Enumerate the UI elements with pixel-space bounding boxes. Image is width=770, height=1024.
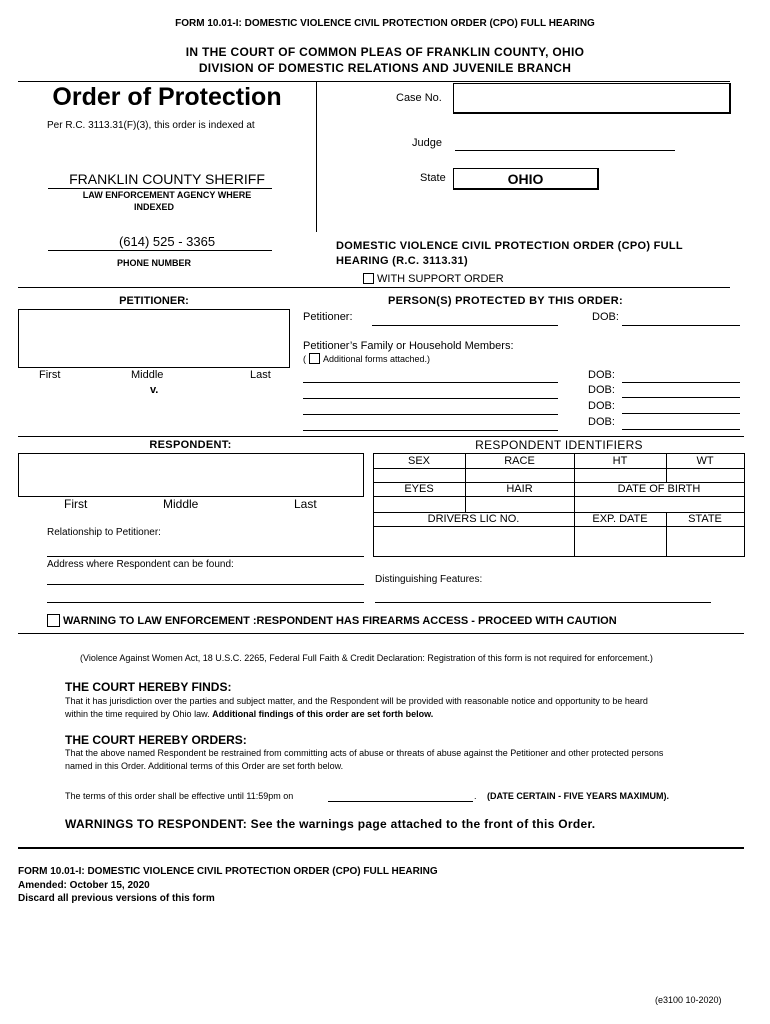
protected-petitioner-label: Petitioner: (303, 311, 353, 323)
additional-open: ( (303, 354, 306, 364)
section-rule (18, 287, 730, 288)
address-label: Address where Respondent can be found: (47, 559, 234, 570)
versus-label: v. (150, 384, 159, 396)
address-field-1[interactable] (47, 584, 364, 585)
distinguishing-label: Distinguishing Features: (375, 574, 483, 585)
finds-text: That it has jurisdiction over the parties and subject matter, and the Respondent will be provided with reasonable notice and opportunity to be heard (65, 696, 648, 706)
form-title: FORM 10.01-I: DOMESTIC VIOLENCE CIVIL PROTECTION ORDER (CPO) FULL HEARING (175, 18, 595, 29)
footer-code: (e3100 10-2020) (655, 995, 722, 1005)
order-type-2: HEARING (R.C. 3113.31) (336, 255, 468, 267)
petitioner-name-field[interactable] (18, 309, 290, 368)
family-member-field-4[interactable] (303, 430, 558, 431)
terms-dot: . (474, 791, 477, 801)
agency-label-2: INDEXED (133, 202, 174, 212)
family-member-field-2[interactable] (303, 398, 558, 399)
family-member-field-3[interactable] (303, 414, 558, 415)
relationship-field[interactable] (47, 556, 364, 557)
id-state-label: STATE (688, 513, 722, 525)
footer-form-title: FORM 10.01-I: DOMESTIC VIOLENCE CIVIL PROTECTION ORDER (CPO) FULL HEARING (18, 866, 438, 877)
id-sex-label: SEX (407, 455, 430, 467)
court-name: IN THE COURT OF COMMON PLEAS OF FRANKLIN COUNTY, OHIO (185, 45, 585, 59)
header-rule (18, 81, 730, 82)
finds-text-2b: Additional findings of this order are set forth below. (212, 709, 434, 719)
petitioner-last-label: Last (250, 369, 271, 381)
firearms-checkbox[interactable] (47, 614, 60, 627)
index-note: Per R.C. 3113.31(F)(3), this order is indexed at (47, 120, 255, 131)
orders-heading: THE COURT HEREBY ORDERS: (65, 733, 247, 747)
orders-text: That the above named Respondent be restrained from committing acts of abuse or threats of abuse against the Petitioner and other protected persons (65, 748, 664, 758)
footer-rule (18, 847, 744, 849)
protected-dob-label: DOB: (592, 311, 619, 323)
id-ht-label: HT (612, 455, 628, 467)
support-order-label: WITH SUPPORT ORDER (377, 273, 504, 285)
family-dob-label-4: DOB: (588, 416, 615, 428)
state-field[interactable]: OHIO (453, 168, 599, 190)
id-wt-label: WT (696, 455, 714, 467)
id-license-label: DRIVERS LIC NO. (427, 513, 520, 525)
family-dob-label-1: DOB: (588, 369, 615, 381)
address-field-2[interactable] (47, 602, 364, 603)
finds-text-2 (65, 709, 433, 719)
case-no-field[interactable] (453, 83, 731, 114)
terms-label: The terms of this order shall be effective until 11:59pm on (65, 791, 294, 801)
petitioner-middle-label: Middle (131, 369, 164, 381)
finds-text-2a: within the time required by Ohio law. (65, 709, 210, 719)
family-dob-field-3[interactable] (622, 413, 740, 414)
family-dob-field-1[interactable] (622, 382, 740, 383)
protected-heading: PERSON(S) PROTECTED BY THIS ORDER: (388, 295, 623, 307)
id-dob-label: DATE OF BIRTH (617, 483, 701, 495)
respondent-last-label: Last (294, 497, 317, 511)
terms-date-field[interactable] (328, 801, 473, 802)
family-label: Petitioner’s Family or Household Members: (303, 340, 514, 352)
respondent-name-field[interactable] (18, 453, 364, 497)
judge-label: Judge (412, 137, 442, 149)
distinguishing-field[interactable] (375, 602, 711, 603)
respondent-middle-label: Middle (163, 497, 199, 511)
support-order-checkbox[interactable] (363, 273, 374, 284)
agency-value: FRANKLIN COUNTY SHERIFF (69, 171, 265, 187)
petitioner-heading: PETITIONER: (119, 295, 189, 307)
header-divider (316, 82, 317, 232)
judge-field[interactable] (455, 150, 675, 151)
case-no-label: Case No. (396, 92, 442, 104)
id-race-label: RACE (504, 455, 535, 467)
family-dob-label-3: DOB: (588, 400, 615, 412)
family-dob-field-2[interactable] (622, 397, 740, 398)
agency-label: LAW ENFORCEMENT AGENCY WHERE (82, 190, 252, 200)
footer-discard: Discard all previous versions of this form (18, 893, 215, 904)
order-title: Order of Protection (52, 83, 282, 111)
protected-dob-field[interactable] (622, 325, 740, 326)
phone-label: PHONE NUMBER (116, 258, 191, 268)
id-exp-date-label: EXP. DATE (592, 513, 648, 525)
respondent-rule (18, 436, 744, 437)
finds-heading: THE COURT HEREBY FINDS: (65, 680, 232, 694)
protected-petitioner-field[interactable] (372, 325, 558, 326)
phone-line (48, 250, 272, 251)
footer-amended: Amended: October 15, 2020 (18, 880, 150, 891)
state-label: State (420, 172, 446, 184)
petitioner-first-label: First (39, 369, 61, 381)
vawa-note: (Violence Against Women Act, 18 U.S.C. 2265, Federal Full Faith & Credit Declaration: Registration of this form is not required for enforcement.) (80, 653, 653, 663)
terms-note: (DATE CERTAIN - FIVE YEARS MAXIMUM). (487, 791, 669, 801)
court-division: DIVISION OF DOMESTIC RELATIONS AND JUVENILE BRANCH (198, 61, 572, 75)
respondent-first-label: First (64, 497, 88, 511)
order-type: DOMESTIC VIOLENCE CIVIL PROTECTION ORDER (CPO) FULL (336, 240, 683, 252)
agency-line (48, 188, 272, 189)
identifiers-heading: RESPONDENT IDENTIFIERS (475, 438, 643, 452)
family-member-field-1[interactable] (303, 382, 558, 383)
id-eyes-label: EYES (404, 483, 434, 495)
additional-forms-label: Additional forms attached.) (323, 354, 431, 364)
id-hair-label: HAIR (506, 483, 533, 495)
family-dob-label-2: DOB: (588, 384, 615, 396)
respondent-heading: RESPONDENT: (149, 439, 232, 451)
additional-forms-checkbox[interactable] (309, 353, 320, 364)
phone-value: (614) 525 - 3365 (118, 234, 216, 249)
warning-rule (18, 633, 744, 634)
orders-text-2: named in this Order. Additional terms of this Order are set forth below. (65, 761, 344, 771)
firearms-warning: WARNING TO LAW ENFORCEMENT :RESPONDENT HAS FIREARMS ACCESS - PROCEED WITH CAUTION (63, 615, 617, 627)
family-dob-field-4[interactable] (622, 429, 740, 430)
relationship-label: Relationship to Petitioner: (47, 527, 161, 538)
respondent-warnings: WARNINGS TO RESPONDENT: See the warnings page attached to the front of this Order. (65, 817, 596, 831)
